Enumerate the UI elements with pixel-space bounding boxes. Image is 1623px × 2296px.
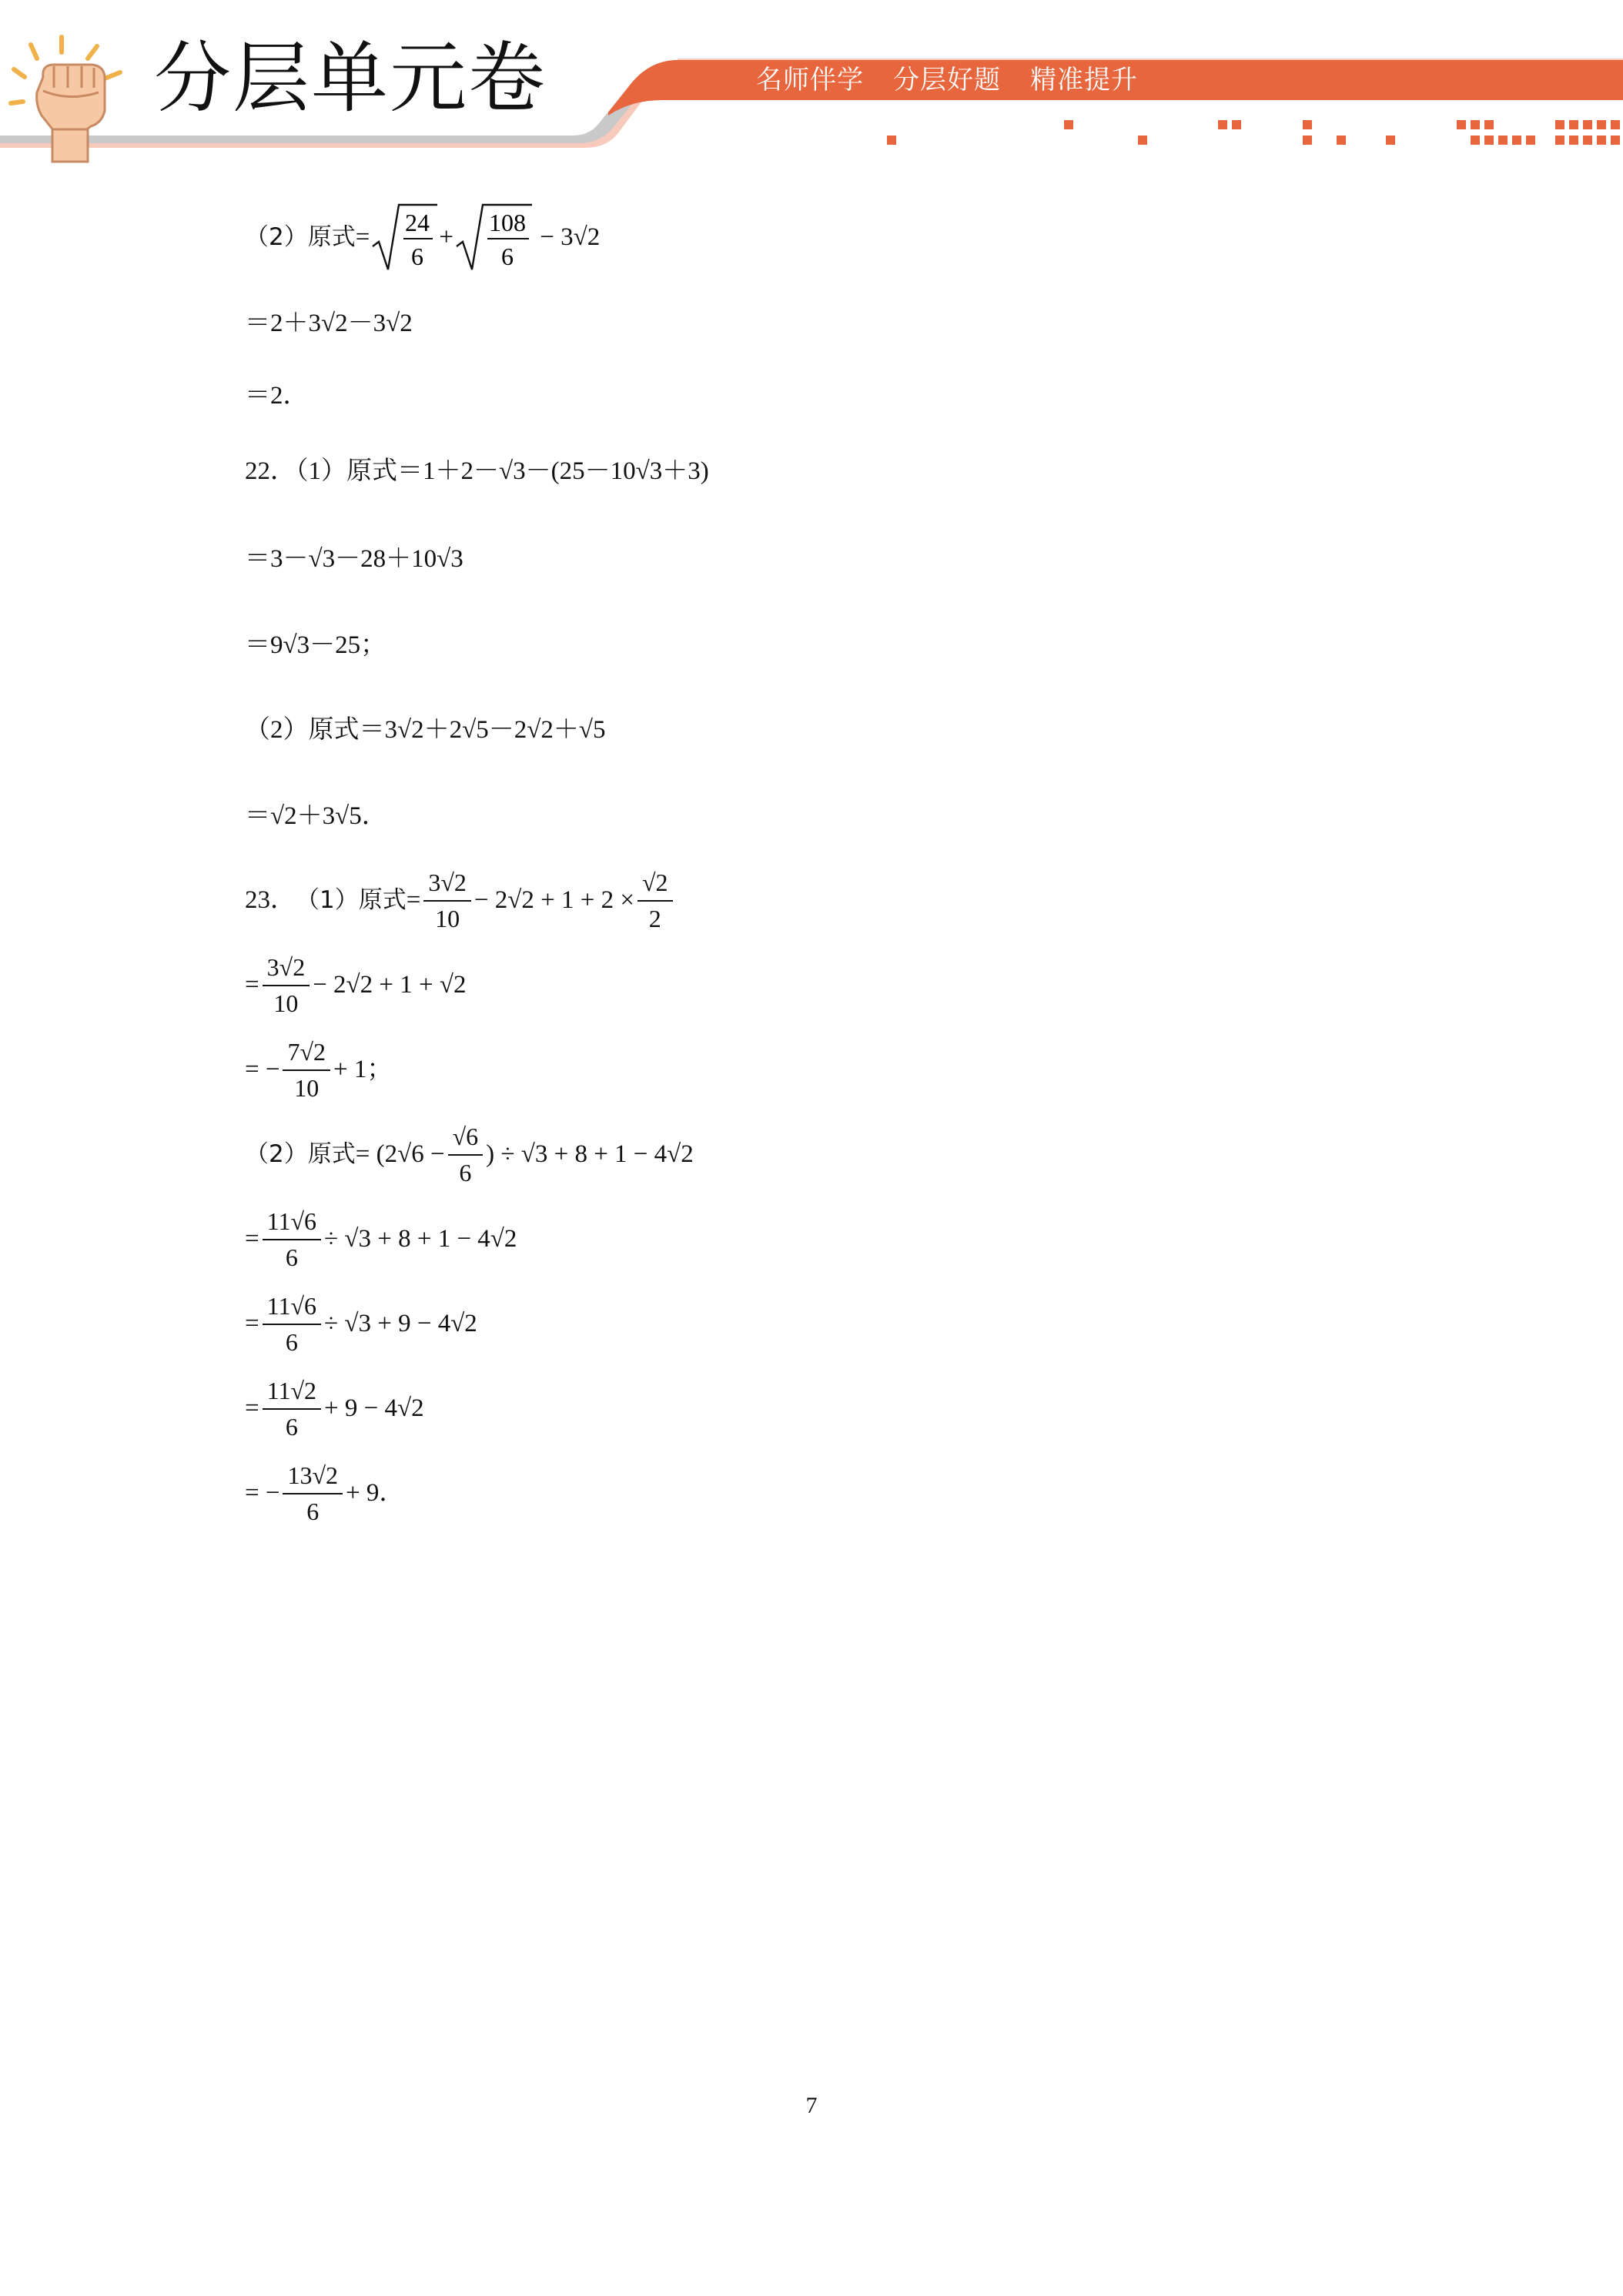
solution-line: ＝2． (245, 382, 309, 410)
solution-line: ＝√2＋3√5． (245, 802, 387, 830)
solution-line: 22．（1）原式＝1＋2－√3－(25－10√3＋3) (245, 457, 709, 485)
page-number: 7 (805, 2093, 818, 2118)
solution-line: = $\frac{3√2}{10}$ − 2√2 + 1 + √2 (245, 953, 467, 1017)
solution-line: ＝2＋3√2－3√2 (245, 310, 413, 337)
solution-line: 23． （1）原式 = $\frac{3√2}{10}$ − 2√2 + 1 + 2 × $\frac{√2}{2}$ (245, 869, 676, 933)
solution-line: （2）原式 = 24 6 + 108 6 − 3√2 (245, 202, 600, 273)
fraction: $\frac{11√2}{6}$ (263, 1377, 321, 1441)
sqrt-24-over-6 (370, 202, 439, 273)
solution-line: （2）原式 = (2√6 − $\frac{√6}{6}$ ) ÷ √3 + 8 + 1 − 4√2 (245, 1123, 694, 1186)
page-header (0, 0, 1623, 169)
fraction: $\frac{3√2}{10}$ (263, 953, 310, 1018)
fraction: $\frac{11√6}{6}$ (263, 1292, 321, 1357)
svg-text:6: 6 (500, 243, 514, 270)
solution-line: ＝3－√3－28＋10√3 (245, 545, 463, 573)
solution-line: ＝9√3－25； (245, 631, 387, 659)
fraction: $\frac{3√2}{10}$ (423, 869, 471, 933)
fraction: $\frac{√2}{2}$ (637, 869, 673, 933)
solution-line: = $\frac{11√6}{6}$ ÷ √3 + 9 − 4√2 (245, 1292, 477, 1356)
slogan-2: 分层好题 (893, 65, 1001, 95)
solution-line: = $\frac{11√6}{6}$ ÷ √3 + 8 + 1 − 4√2 (245, 1207, 517, 1271)
solution-line: （2）原式＝3√2＋2√5－2√2＋√5 (245, 716, 606, 744)
solution-line: = $\frac{11√2}{6}$ + 9 − 4√2 (245, 1377, 424, 1441)
brand-title: 分层单元卷 (154, 33, 547, 123)
pixel-decoration (887, 120, 1620, 145)
slogan-3: 精准提升 (1030, 65, 1138, 95)
slogan-1: 名师伴学 (756, 65, 864, 95)
fist-icon (8, 31, 146, 169)
fraction: $\frac{√6}{6}$ (448, 1123, 484, 1187)
fraction: $\frac{11√6}{6}$ (263, 1207, 321, 1272)
svg-text:24: 24 (405, 209, 430, 236)
solution-line: = − $\frac{13√2}{6}$ + 9． (245, 1461, 405, 1525)
svg-text:6: 6 (411, 243, 424, 270)
fraction: $\frac{7√2}{10}$ (283, 1038, 330, 1103)
fraction: $\frac{13√2}{6}$ (283, 1461, 343, 1526)
sqrt-108-over-6 (453, 202, 534, 273)
solution-line: = − $\frac{7√2}{10}$ + 1； (245, 1038, 393, 1102)
svg-text:108: 108 (488, 209, 526, 236)
